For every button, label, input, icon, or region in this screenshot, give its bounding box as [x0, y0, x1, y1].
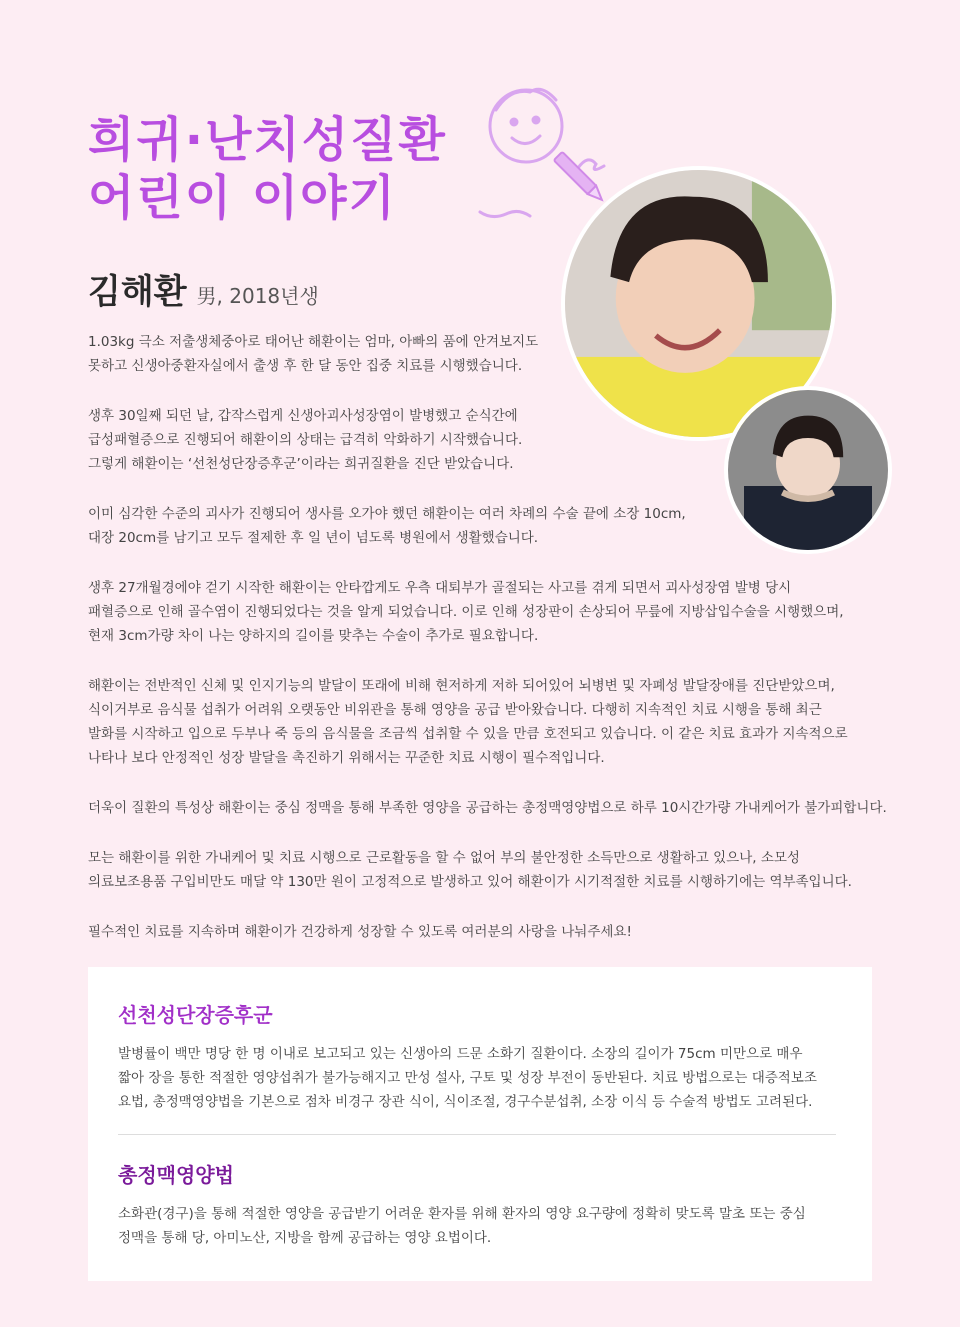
story-paragraph: 해환이는 전반적인 신체 및 인지기능의 발달이 또래에 비해 현저하게 저하 되어있어 뇌병변 및 자폐성 발달장애를 진단받았으며, 식이거부로 음식물 섭취가 어려워 오랫동안 비위관을 통해 영양을 공급 받아왔습니다. 다행히 지속적인 치료 시행을 통해 최근 발화를 시작하고 입으로 두부나 죽 등의 음식물을 조금씩 섭취할 수 있을 만큼 호전되고 있습니다. 이 같은 치료 효과가 지속적으로 나타나 보다 안정적인 성장 발달을 촉진하기 위해서는 꾸준한 치료 시행이 필수적입니다.: [88, 678, 848, 766]
story-paragraph: 생후 30일째 되던 날, 갑작스럽게 신생아괴사성장염이 발병했고 순식간에 급성패혈증으로 진행되어 해환이의 상태는 급격히 악화하기 시작했습니다. 그렇게 해환이는 ‘선천성단장증후군’이라는 희귀질환을 진단 받았습니다.: [88, 408, 523, 472]
glossary-term-2: 총정맥영양법: [118, 1163, 234, 1187]
story-paragraph: 이미 심각한 수준의 괴사가 진행되어 생사를 오가야 했던 해환이는 여러 차례의 수술 끝에 소장 10cm, 대장 20cm를 남기고 모두 절제한 후 일 년이 넘도록 병원에서 생활했습니다.: [88, 506, 686, 546]
glossary-definition-1: 발병률이 백만 명당 한 명 이내로 보고되고 있는 신생아의 드문 소화기 질환이다. 소장의 길이가 75cm 미만으로 매우 짧아 장을 통한 적절한 영양섭취가 불가능해지고 만성 설사, 구토 및 성장 부전이 동반된다. 치료 방법으로는 대증적보조 요법, 총정맥영양법을 기본으로 점차 비경구 장관 식이, 식이조절, 경구수분섭취, 소장 이식 등 수술적 방법도 고려된다.: [118, 1046, 817, 1110]
glossary-term-1: 선천성단장증후군: [118, 1003, 273, 1027]
story-paragraph: 생후 27개월경에야 걷기 시작한 해환이는 안타깝게도 우측 대퇴부가 골절되는 사고를 겪게 되면서 괴사성장염 발병 당시 패혈증으로 인해 골수염이 진행되었다는 것을 알게 되었습니다. 이로 인해 성장판이 손상되어 무릎에 지방삽입수술을 시행했으며, 현재 3cm가량 차이 나는 양하지의 길이를 맞추는 수술이 추가로 필요합니다.: [88, 580, 844, 644]
glossary-definition-2: 소화관(경구)을 통해 적절한 영양을 공급받기 어려운 환자를 위해 환자의 영양 요구량에 정확히 맞도록 말초 또는 중심 정맥을 통해 당, 아미노산, 지방을 함께 공급하는 영양 요법이다.: [118, 1206, 806, 1246]
story-paragraph: 1.03kg 극소 저출생체중아로 태어난 해환이는 엄마, 아빠의 품에 안겨보지도 못하고 신생아중환자실에서 출생 후 한 달 동안 집중 치료를 시행했습니다.: [88, 334, 539, 374]
story-paragraph: 모는 해환이를 위한 가내케어 및 치료 시행으로 근로활동을 할 수 없어 부의 불안정한 소득만으로 생활하고 있으나, 소모성 의료보조용품 구입비만도 매달 약 130만 원이 고정적으로 발생하고 있어 해환이가 시기적절한 치료를 시행하기에는 역부족입니다.: [88, 850, 852, 890]
child-gender-birth-year: 男, 2018년생: [196, 284, 319, 308]
story-section: [88, 330, 888, 970]
page-title-line-1: 희귀·난치성질환: [88, 112, 447, 168]
glossary-divider: [118, 1134, 836, 1135]
story-paragraph: 필수적인 치료를 지속하며 해환이가 건강하게 성장할 수 있도록 여러분의 사랑을 나눠주세요!: [88, 924, 632, 940]
page-title-line-2: 어린이 이야기: [88, 170, 397, 226]
child-name-row: [88, 264, 319, 313]
child-name: 김해환: [88, 272, 187, 312]
story-paragraph: 더욱이 질환의 특성상 해환이는 중심 정맥을 통해 부족한 영양을 공급하는 총정맥영양법으로 하루 10시간가량 가내케어가 불가피합니다.: [88, 800, 887, 816]
glossary-box: [88, 967, 872, 1281]
